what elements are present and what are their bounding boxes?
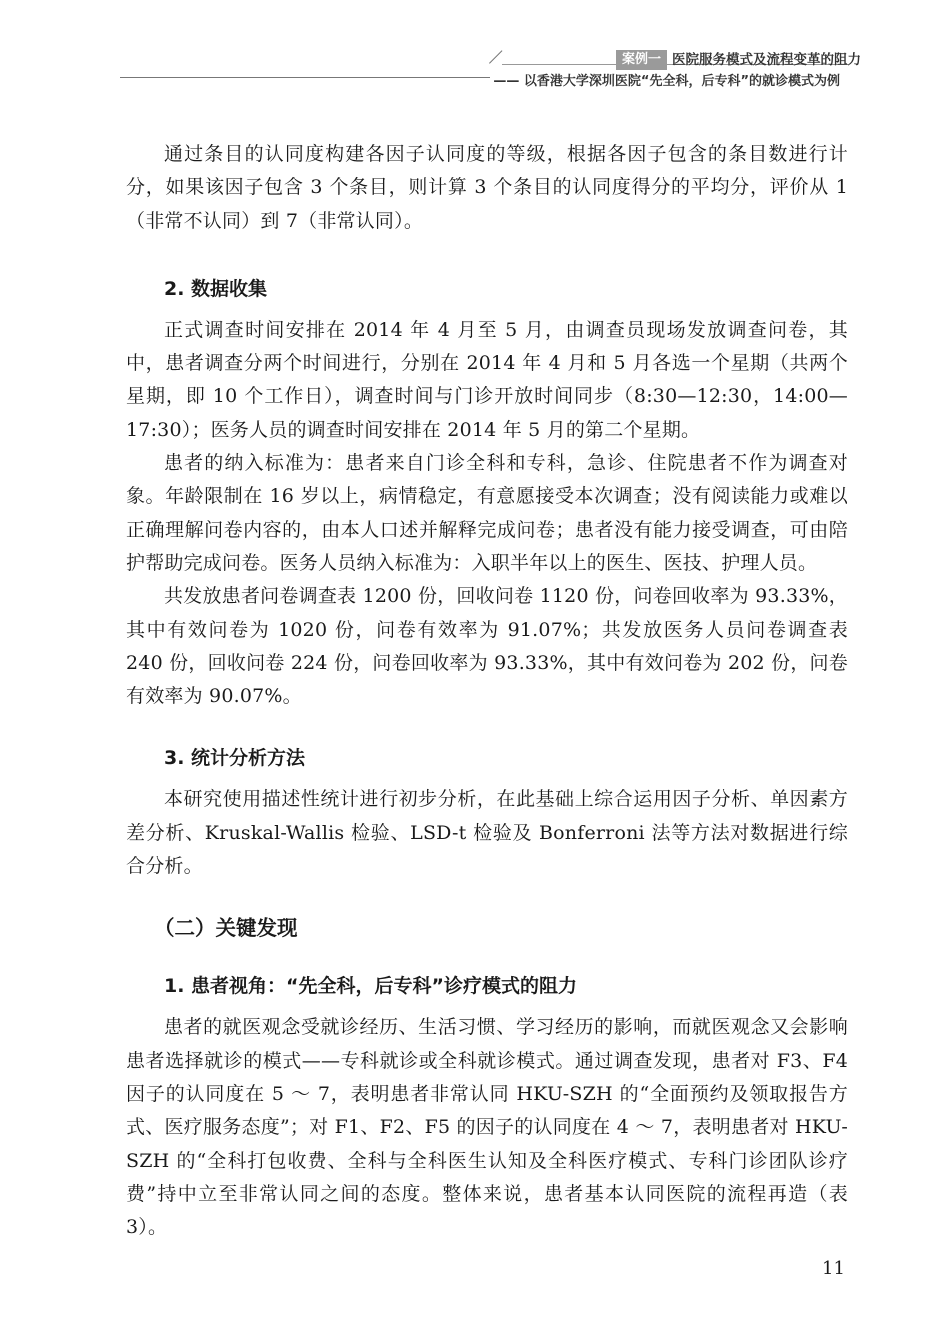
paragraph-inclusion-criteria: 患者的纳入标准为：患者来自门诊全科和专科，急诊、住院患者不作为调查对象。年龄限制在 16 岁以上，病情稳定，有意愿接受本次调查；没有阅读能力或难以正确理解问卷内容的，由本人口述并解释完成问卷；患者没有能力接受调查，可由陪护帮助完成问卷。医务人员纳入标准为：入职半年以上的医生、医技、护理人员。 xyxy=(126,452,848,574)
heading-data-collection: 2. 数据收集 xyxy=(164,277,268,300)
running-header xyxy=(0,0,950,100)
heading-key-findings: （二）关键发现 xyxy=(154,916,298,941)
paragraph-patient-findings: 患者的就医观念受就诊经历、生活习惯、学习经历的影响，而就医观念又会影响患者选择就诊的模式——专科就诊或全科就诊模式。通过调查发现，患者对 F3、F4 因子的认同度在 5 ～ 7，表明患者非常认同 HKU-SZH 的“全面预约及领取报告方式、医疗服务态度”；对 F1、F2、F5 的因子的认同度在 4 ～ 7，表明患者对 HKU-SZH 的“全科打包收费、全科与全科医生认知及全科医疗模式、专科门诊团队诊疗费”持中立至非常认同之间的态度。整体来说，患者基本认同医院的流程再造（表 3）。 xyxy=(126,1016,848,1239)
case-badge: 案例一 xyxy=(616,50,667,70)
paragraph-survey-schedule: 正式调查时间安排在 2014 年 4 月至 5 月，由调查员现场发放调查问卷，其中，患者调查分两个时间进行，分别在 2014 年 4 月和 5 月各选一个星期（共两个星期，即 10 个工作日），调查时间与门诊开放时间同步（8:30—12:30，14:00—17:30）；医务人员的调查时间安排在 2014 年 5 月的第二个星期。 xyxy=(126,318,848,441)
paragraph-response-rates: 共发放患者问卷调查表 1200 份，回收问卷 1120 份，问卷回收率为 93.33%，其中有效问卷为 1020 份，问卷有效率为 91.07%；共发放医务人员问卷调查表 240 份，回收问卷 224 份，问卷回收率为 93.33%，其中有效问卷为 202 份，问卷有效率为 90.07%。 xyxy=(126,585,848,708)
header-title: 医院服务模式及流程变革的阻力 xyxy=(672,52,861,68)
header-rule xyxy=(120,77,490,78)
heading-patient-perspective: 1. 患者视角：“先全科，后专科”诊疗模式的阻力 xyxy=(164,975,578,998)
paragraph-statistical-methods: 本研究使用描述性统计进行初步分析，在此基础上综合运用因子分析、单因素方差分析、Kruskal-Wallis 检验、LSD-t 检验及 Bonferroni 法等方法对数据进行综合分析。 xyxy=(126,788,848,878)
header-subtitle: —— 以香港大学深圳医院“先全科，后专科”的就诊模式为例 xyxy=(493,74,840,89)
page-body xyxy=(126,138,848,1244)
header-rule-slant xyxy=(489,50,502,63)
page-number: 11 xyxy=(822,1258,845,1279)
paragraph-scoring: 通过条目的认同度构建各因子认同度的等级，根据各因子包含的条目数进行计分，如果该因子包含 3 个条目，则计算 3 个条目的认同度得分的平均分，评价从 1（非常不认同）到 7（非常认同）。 xyxy=(126,143,848,232)
heading-statistical-methods: 3. 统计分析方法 xyxy=(164,747,306,770)
